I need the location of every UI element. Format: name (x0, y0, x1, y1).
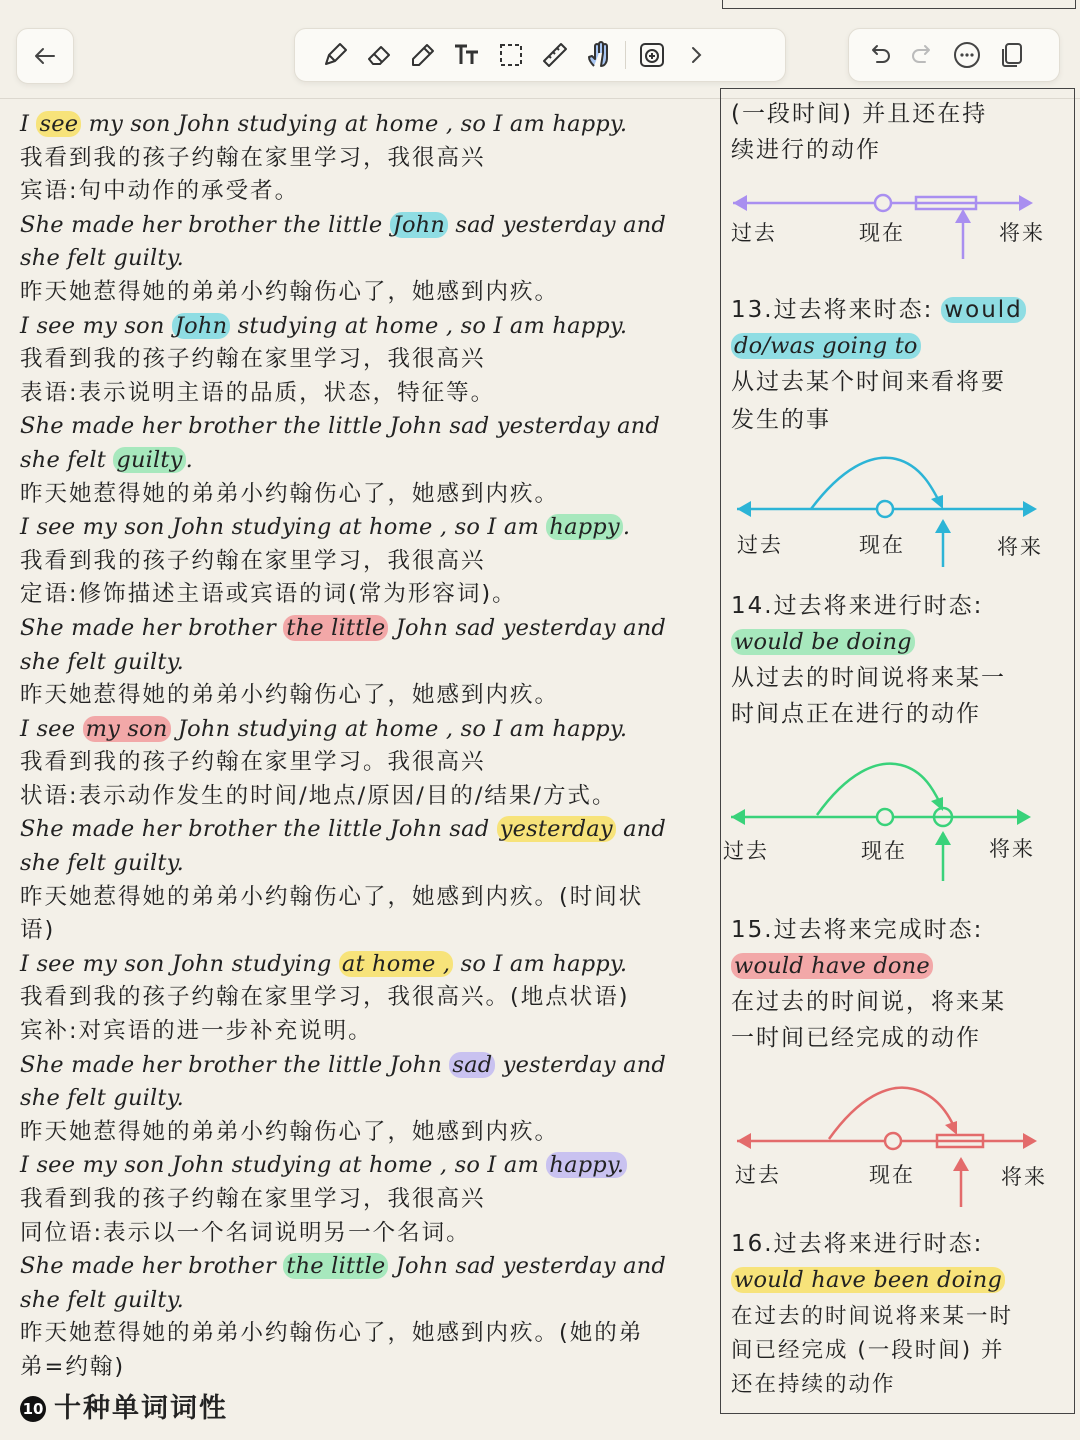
chinese-note-line (20, 276, 710, 310)
english-sentence-line (20, 310, 710, 344)
text-segment: 昨天她惹得她的弟弟小约翰伤心了，她感到内疚。 (20, 278, 560, 305)
english-sentence-line (20, 209, 710, 243)
text-segment: 我看到我的孩子约翰在家里学习，我很高兴。(地点状语) (20, 984, 630, 1011)
chinese-note-line (20, 679, 710, 713)
redo-button[interactable] (901, 33, 945, 77)
chinese-note-line (20, 914, 710, 948)
lasso-tool-button[interactable] (489, 33, 533, 77)
chinese-note-line (20, 1217, 710, 1251)
s14-title: 14.过去将来进行时态: (731, 593, 984, 619)
english-sentence-line (20, 847, 710, 881)
highlighted-word: happy (546, 514, 622, 540)
s16-formula-row (731, 1263, 1061, 1298)
next-tools-button[interactable] (674, 33, 718, 77)
back-toolbar (16, 28, 74, 84)
text-segment: 同位语:表示以一个名词说明另一个名词。 (20, 1219, 471, 1246)
s13-title-text: 13.过去将来时态: (731, 297, 934, 323)
english-sentence-line (20, 1082, 710, 1116)
back-arrow-icon (30, 41, 60, 71)
ai-sticker-icon (637, 40, 667, 70)
english-sentence-line (20, 1250, 710, 1284)
text-segment: 昨天她惹得她的弟弟小约翰伤心了，她感到内疚。(她的弟 (20, 1320, 644, 1347)
s13-desc-2: 发生的事 (731, 407, 831, 433)
english-sentence-line (20, 1149, 710, 1183)
t4-now-label: 现在 (869, 1163, 915, 1187)
chinese-note-line (20, 142, 710, 176)
tense-panel (720, 88, 1075, 1414)
text-segment: I see (20, 715, 83, 742)
undo-button[interactable] (857, 33, 901, 77)
english-sentence-line (20, 1284, 710, 1318)
section-heading-text: 十种单词词性 (54, 1392, 228, 1424)
text-segment: She made her brother the little John sad (20, 816, 497, 843)
highlighted-word: John (390, 212, 448, 238)
t3-future-label: 将来 (989, 837, 1035, 861)
s14-desc-1: 从过去的时间说将来某一 (731, 665, 1006, 691)
text-segment: studying at home , so I am happy. (230, 312, 628, 339)
chinese-note-line (20, 377, 710, 411)
text-segment: 昨天她惹得她的弟弟小约翰伤心了，她感到内疚。 (20, 1118, 560, 1145)
text-segment: 我看到我的孩子约翰在家里学习，我很高兴 (20, 547, 486, 574)
s16-title: 16.过去将来进行时态: (731, 1231, 984, 1257)
chinese-note-line (20, 545, 710, 579)
text-segment: she felt (20, 446, 114, 473)
chevron-right-icon (681, 40, 711, 70)
highlighted-word: John (172, 313, 230, 339)
s15-desc-2: 一时间已经完成的动作 (731, 1025, 981, 1051)
toolbar-separator (625, 41, 626, 69)
s13-formula-row (731, 329, 1061, 364)
text-tool-button[interactable] (445, 33, 489, 77)
s13-desc-1: 从过去某个时间来看将要 (731, 369, 1006, 395)
text-icon (452, 40, 482, 70)
eraser-tool-button[interactable] (357, 33, 401, 77)
t3-now-label: 现在 (861, 839, 907, 863)
back-button[interactable] (23, 34, 67, 78)
hand-tool-button[interactable] (577, 33, 621, 77)
lasso-icon (496, 40, 526, 70)
text-segment: 宾语:句中动作的承受者。 (20, 178, 300, 205)
text-segment: She made her brother the little John (20, 1051, 450, 1078)
english-sentence-line (20, 511, 710, 545)
text-segment: she felt guilty. (20, 1286, 184, 1313)
s15-formula-row (731, 949, 1061, 984)
text-segment: 昨天她惹得她的弟弟小约翰伤心了，她感到内疚。 (20, 480, 560, 507)
text-segment: I see my son (20, 312, 172, 339)
ruler-icon (540, 40, 570, 70)
section-heading (20, 1387, 710, 1431)
highlighted-word: yesterday (497, 816, 616, 842)
s13-formula-a: would (941, 297, 1025, 323)
highlighted-word: my son (83, 716, 171, 742)
chinese-note-line (20, 1183, 710, 1217)
chinese-note-line (20, 1116, 710, 1150)
chinese-note-line (20, 1317, 710, 1351)
english-sentence-line (20, 813, 710, 847)
more-icon (952, 40, 982, 70)
highlighter-icon (408, 40, 438, 70)
chinese-note-line (20, 881, 710, 915)
text-segment: she felt guilty. (20, 648, 184, 675)
chinese-note-line (20, 478, 710, 512)
english-sentence-line (20, 444, 710, 478)
highlighted-word: guilty (113, 447, 185, 473)
text-segment: She made her brother (20, 1253, 284, 1280)
text-segment: and (615, 816, 667, 843)
english-sentence-line (20, 948, 710, 982)
text-segment: I (20, 111, 37, 137)
tool-toolbar (294, 28, 786, 82)
action-toolbar (848, 28, 1060, 82)
text-segment: 昨天她惹得她的弟弟小约翰伤心了，她感到内疚。 (20, 682, 560, 709)
highlighted-word: the little (283, 615, 388, 641)
pages-button[interactable] (989, 33, 1033, 77)
pages-icon (996, 40, 1026, 70)
t4-future-label: 将来 (1001, 1165, 1047, 1189)
text-segment: 宾补:对宾语的进一步补充说明。 (20, 1018, 373, 1045)
t3-past-label: 过去 (723, 839, 769, 863)
s14-formula-row (731, 625, 1061, 660)
text-segment: yesterday and (495, 1051, 667, 1078)
english-sentence-line (20, 108, 710, 142)
text-segment: sad yesterday and (448, 211, 667, 238)
english-sentence-line (20, 242, 710, 276)
text-segment: 我看到我的孩子约翰在家里学习，我很高兴 (20, 1186, 486, 1212)
text-segment: 语) (20, 917, 56, 944)
text-segment: she felt guilty. (20, 245, 184, 272)
chinese-note-line (20, 746, 710, 780)
s16-desc-2: 间已经完成 (一段时间) 并 (731, 1338, 1005, 1363)
text-segment: John sad yesterday and (388, 1253, 667, 1280)
undo-icon (864, 40, 894, 70)
english-sentence-line (20, 1049, 710, 1083)
english-sentence-line (20, 713, 710, 747)
t2-past-label: 过去 (737, 533, 783, 557)
t1-now-label: 现在 (859, 221, 905, 245)
text-segment: 昨天她惹得她的弟弟小约翰伤心了，她感到内疚。(时间状 (20, 883, 644, 910)
s13-title (731, 293, 1061, 328)
eraser-icon (364, 40, 394, 70)
section-number-badge: 10 (20, 1396, 46, 1422)
s15-title: 15.过去将来完成时态: (731, 917, 984, 943)
highlighter-tool-button[interactable] (401, 33, 445, 77)
s16-formula: would have been doing (731, 1267, 1005, 1293)
text-segment: I see my son John studying at home , so I am (20, 514, 547, 541)
chinese-note-line (20, 981, 710, 1015)
chinese-note-line (20, 1351, 710, 1385)
t1-future-label: 将来 (999, 221, 1045, 245)
chinese-note-line (20, 343, 710, 377)
text-segment: she felt guilty. (20, 1085, 184, 1112)
highlighted-word: the little (283, 1253, 388, 1279)
text-segment: 我看到我的孩子约翰在家里学习，我很高兴 (20, 144, 486, 171)
more-button[interactable] (945, 33, 989, 77)
highlighted-word: at home , (339, 951, 453, 977)
s14-desc-2: 时间点正在进行的动作 (731, 701, 981, 727)
chinese-note-line (20, 175, 710, 209)
s15-formula: would have done (731, 953, 933, 979)
t1-past-label: 过去 (731, 221, 777, 245)
text-segment: she felt guilty. (20, 850, 184, 877)
chinese-note-line (20, 578, 710, 612)
hand-icon (584, 40, 614, 70)
english-sentence-line (20, 612, 710, 646)
text-segment: John studying at home , so I am happy. (170, 715, 628, 742)
text-segment: I see my son John studying (20, 950, 339, 977)
text-segment: . (622, 514, 631, 541)
text-segment: 我看到我的孩子约翰在家里学习。我很高兴 (20, 749, 486, 776)
text-segment: 状语:表示动作发生的时间/地点/原因/目的/结果/方式。 (20, 782, 617, 809)
text-segment: my son John studying at home , so I am happy. (81, 111, 628, 137)
english-sentence-line (20, 410, 710, 444)
text-segment: 定语:修饰描述主语或宾语的词(常为形容词)。 (20, 581, 517, 608)
text-segment: so I am happy. (453, 950, 628, 977)
intro-line-1: (一段时间) 并且还在持 (731, 101, 988, 127)
text-segment: She made her brother the little (20, 211, 390, 238)
s13-formula-b: do/was going to (731, 333, 921, 359)
highlighted-word: happy. (546, 1152, 627, 1178)
t2-future-label: 将来 (997, 535, 1043, 559)
english-sentence-line (20, 646, 710, 680)
s16-desc-3: 还在持续的动作 (731, 1372, 896, 1397)
chinese-note-line (20, 1015, 710, 1049)
text-segment: John sad yesterday and (388, 614, 667, 641)
t2-now-label: 现在 (859, 533, 905, 557)
text-segment: 我看到我的孩子约翰在家里学习，我很高兴 (20, 346, 486, 373)
notes-column (20, 108, 710, 1431)
s14-formula: would be doing (731, 629, 915, 655)
text-segment: She made her brother (20, 614, 284, 641)
pen-icon (320, 40, 350, 70)
s15-desc-1: 在过去的时间说，将来某 (731, 989, 1006, 1015)
text-segment: . (185, 446, 193, 473)
intro-line-2: 续进行的动作 (731, 137, 881, 163)
ruler-tool-button[interactable] (533, 33, 577, 77)
highlighted-word: sad (449, 1052, 495, 1078)
text-segment: I see my son John studying at home , so I am (20, 1152, 547, 1179)
s16-desc-1: 在过去的时间说将来某一时 (731, 1304, 1014, 1329)
chinese-note-line (20, 780, 710, 814)
text-segment: 弟=约翰) (20, 1353, 126, 1380)
t4-past-label: 过去 (735, 1163, 781, 1187)
highlighted-word: see (36, 111, 81, 137)
text-segment: She made her brother the little John sad yesterday and (20, 413, 660, 440)
text-segment: 表语:表示说明主语的品质，状态，特征等。 (20, 379, 496, 406)
redo-icon (908, 40, 938, 70)
sticker-tool-button[interactable] (630, 33, 674, 77)
pen-tool-button[interactable] (313, 33, 357, 77)
panel-frame-top (722, 0, 1076, 9)
